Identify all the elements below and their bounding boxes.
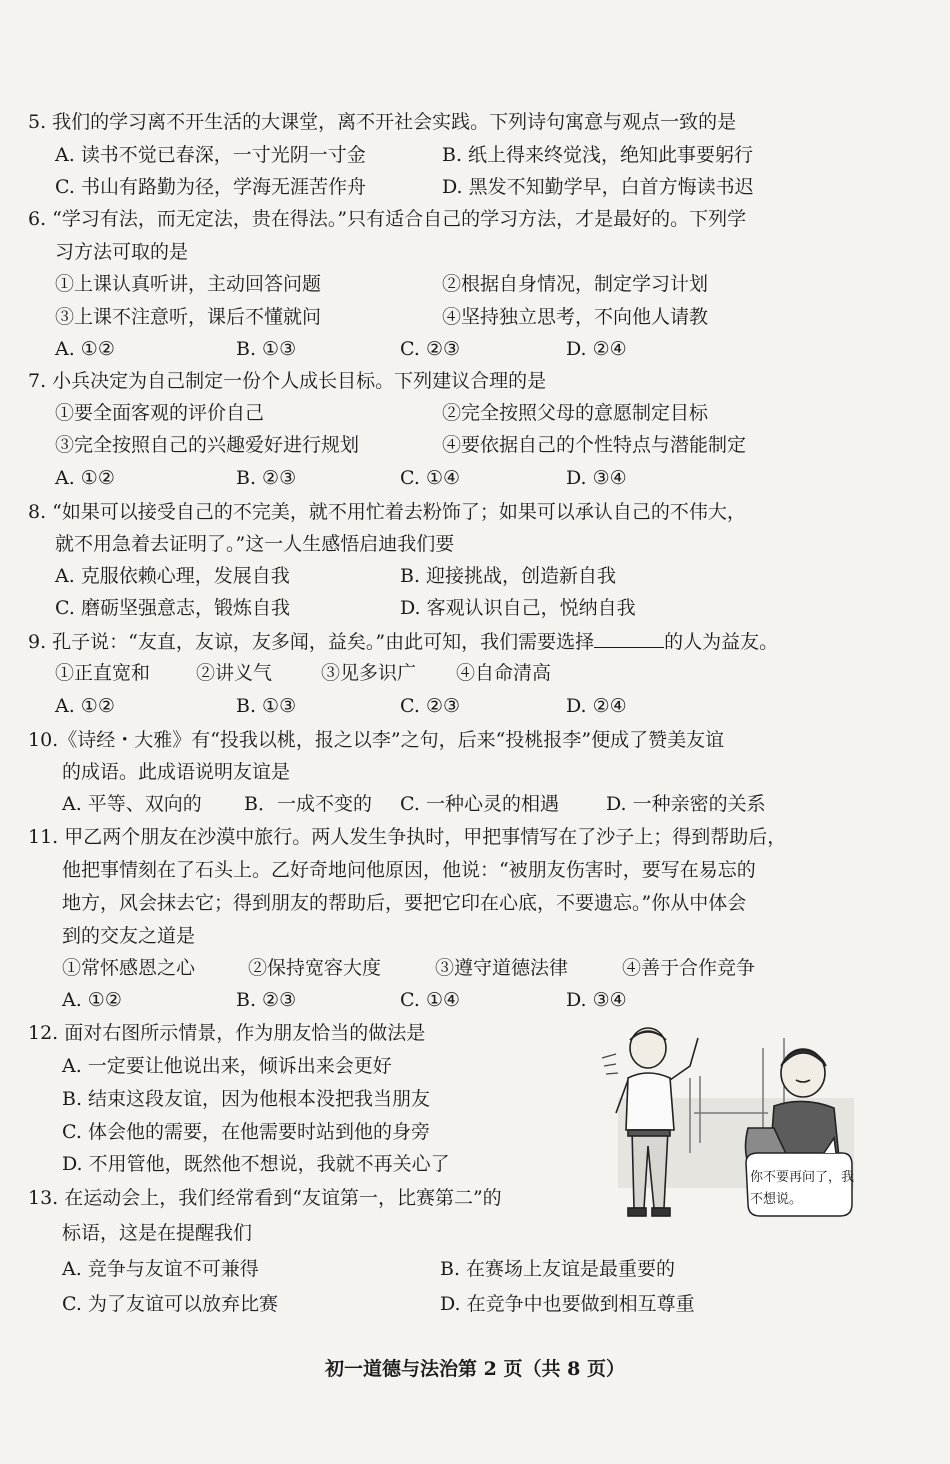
page-footer: 初一道德与法治第 2 页（共 8 页）: [325, 1358, 625, 1380]
question-5-option-b: B. 纸上得来终觉浅，绝知此事要躬行: [442, 144, 754, 166]
question-7-stem: 7. 小兵决定为自己制定一份个人成长目标。下列建议合理的是: [28, 370, 547, 392]
question-7-option-b: B. ②③: [236, 467, 297, 489]
question-6-item-3: ③上课不注意听，课后不懂就问: [55, 306, 322, 328]
question-10-option-a: A. 平等、双向的: [62, 793, 202, 815]
two-boys-illustration: [598, 1018, 854, 1232]
question-9-item-1: ①正直宽和: [55, 662, 151, 684]
question-12-option-c: C. 体会他的需要，在他需要时站到他的身旁: [62, 1121, 430, 1143]
question-6-item-2: ②根据自身情况，制定学习计划: [442, 273, 709, 295]
question-6-stem-line2: 习方法可取的是: [55, 241, 189, 263]
question-10-option-b: B．一成不变的: [244, 793, 372, 815]
question-13-option-d: D. 在竞争中也要做到相互尊重: [440, 1293, 695, 1315]
question-10-stem-line1: 10.《诗经・大雅》有“投我以桃，报之以李”之句，后来“投桃报李”便成了赞美友谊: [28, 729, 725, 751]
question-9-stem-before-blank: 9. 孔子说：“友直，友谅，友多闻，益矣。”由此可知，我们需要选择: [28, 631, 595, 653]
question-10-stem-line2: 的成语。此成语说明友谊是: [62, 761, 291, 783]
question-11-stem-line4: 到的交友之道是: [62, 925, 196, 947]
question-9-item-4: ④自命清高: [456, 662, 552, 684]
question-6-option-a: A. ①②: [55, 338, 115, 360]
question-11-item-3: ③遵守道德法律: [435, 957, 569, 979]
question-9-item-2: ②讲义气: [196, 662, 273, 684]
question-13-stem-line1: 13. 在运动会上，我们经常看到“友谊第一，比赛第二”的: [28, 1187, 502, 1209]
question-6-option-b: B. ①③: [236, 338, 297, 360]
question-11-stem-line3: 地方，风会抹去它；得到朋友的帮助后，要把它印在心底，不要遗忘。”你从中体会: [62, 892, 747, 914]
question-9-option-b: B. ①③: [236, 695, 297, 717]
question-8-option-a: A. 克服依赖心理，发展自我: [55, 565, 290, 587]
question-9-stem: [28, 629, 778, 654]
question-6-item-4: ④坚持独立思考，不向他人请教: [442, 306, 709, 328]
question-8-option-d: D. 客观认识自己，悦纳自我: [400, 597, 636, 619]
question-9-option-d: D. ②④: [566, 695, 627, 717]
question-5-stem: 5. 我们的学习离不开生活的大课堂，离不开社会实践。下列诗句寓意与观点一致的是: [28, 111, 737, 133]
question-13-option-a: A. 竞争与友谊不可兼得: [62, 1258, 259, 1280]
question-10-option-c: C. 一种心灵的相遇: [400, 793, 559, 815]
question-8-option-b: B. 迎接挑战，创造新自我: [400, 565, 617, 587]
question-13-option-b: B. 在赛场上友谊是最重要的: [440, 1258, 676, 1280]
question-5-option-c: C. 书山有路勤为径，学海无涯苦作舟: [55, 176, 366, 198]
question-5-option-a: A. 读书不觉已春深，一寸光阴一寸金: [55, 144, 366, 166]
question-7-item-2: ②完全按照父母的意愿制定目标: [442, 402, 709, 424]
question-6-option-d: D. ②④: [566, 338, 627, 360]
question-7-item-4: ④要依据自己的个性特点与潜能制定: [442, 434, 747, 456]
question-11-option-d: D. ③④: [566, 989, 627, 1011]
question-8-stem-line1: 8. “如果可以接受自己的不完美，就不用忙着去粉饰了；如果可以承认自己的不伟大，: [28, 501, 746, 523]
question-11-item-4: ④善于合作竞争: [622, 957, 756, 979]
question-11-item-1: ①常怀感恩之心: [62, 957, 196, 979]
question-8-option-c: C. 磨砺坚强意志，锻炼自我: [55, 597, 290, 619]
question-9-option-c: C. ②③: [400, 695, 461, 717]
question-13-option-c: C. 为了友谊可以放弃比赛: [62, 1293, 278, 1315]
question-8-stem-line2: 就不用急着去证明了。”这一人生感悟启迪我们要: [55, 533, 455, 555]
question-10-option-d: D. 一种亲密的关系: [606, 793, 766, 815]
question-11-option-b: B. ②③: [236, 989, 297, 1011]
question-6-item-1: ①上课认真听讲，主动回答问题: [55, 273, 322, 295]
question-6-stem-line1: 6. “学习有法，而无定法，贵在得法。”只有适合自己的学习方法，才是最好的。下列学: [28, 208, 747, 230]
question-9-stem-after-blank: 的人为益友。: [664, 631, 779, 653]
speech-bubble-line1: 你不要再问了，我: [750, 1170, 855, 1185]
question-12-option-a: A. 一定要让他说出来，倾诉出来会更好: [62, 1055, 392, 1077]
question-13-stem-line2: 标语，这是在提醒我们: [62, 1222, 253, 1244]
question-7-item-3: ③完全按照自己的兴趣爱好进行规划: [55, 434, 360, 456]
question-6-option-c: C. ②③: [400, 338, 461, 360]
question-7-option-c: C. ①④: [400, 467, 461, 489]
question-9-option-a: A. ①②: [55, 695, 115, 717]
question-11-stem-line1: 11. 甲乙两个朋友在沙漠中旅行。两人发生争执时，甲把事情写在了沙子上；得到帮助后，: [28, 826, 787, 848]
question-12-illustration: [598, 1018, 854, 1232]
question-12-option-d: D. 不用管他，既然他不想说，我就不再关心了: [62, 1153, 450, 1175]
question-5-option-d: D. 黑发不知勤学早，白首方悔读书迟: [442, 176, 754, 198]
question-7-option-d: D. ③④: [566, 467, 627, 489]
speech-bubble-line2: 不想说。: [750, 1192, 803, 1207]
question-9-item-3: ③见多识广: [321, 662, 417, 684]
question-11-option-a: A. ①②: [62, 989, 122, 1011]
question-12-option-b: B. 结束这段友谊，因为他根本没把我当朋友: [62, 1088, 431, 1110]
question-7-item-1: ①要全面客观的评价自己: [55, 402, 265, 424]
answer-blank: [594, 629, 664, 648]
question-7-option-a: A. ①②: [55, 467, 115, 489]
question-11-item-2: ②保持宽容大度: [248, 957, 382, 979]
question-11-option-c: C. ①④: [400, 989, 461, 1011]
question-12-stem: 12. 面对右图所示情景，作为朋友恰当的做法是: [28, 1022, 426, 1044]
question-11-stem-line2: 他把事情刻在了石头上。乙好奇地问他原因，他说：“被朋友伤害时，要写在易忘的: [62, 859, 756, 881]
